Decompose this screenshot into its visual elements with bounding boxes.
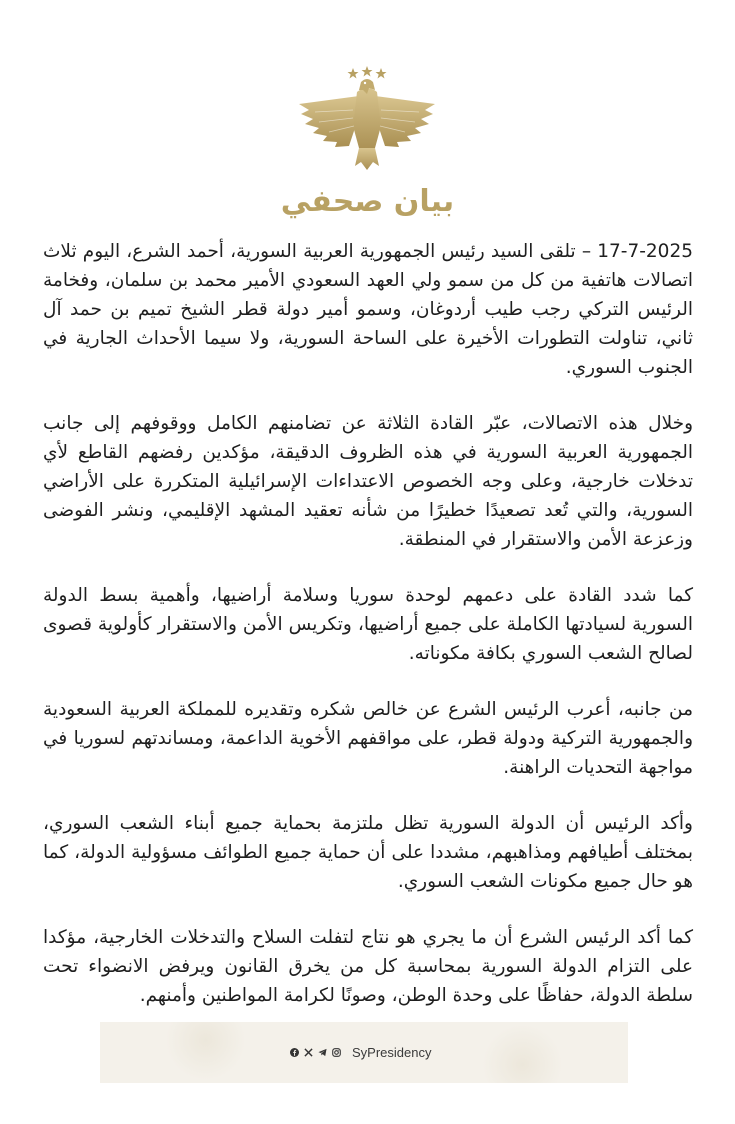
- instagram-icon[interactable]: [332, 1048, 341, 1057]
- social-handle[interactable]: SyPresidency: [352, 1044, 432, 1060]
- statement-body: [43, 237, 693, 1037]
- paragraph: كما شدد القادة على دعمهم لوحدة سوريا وسلامة أراضيها، وأهمية بسط الدولة السورية لسيادتها الكاملة على جميع أراضيها، وتكريس الأمن والاستقرار كأولوية قصوى لصالح الشعب السوري بكافة مكوناته.: [43, 585, 693, 664]
- page-title: بيان صحفي: [280, 184, 455, 219]
- x-icon[interactable]: [304, 1048, 313, 1057]
- facebook-icon[interactable]: [290, 1048, 299, 1057]
- social-links: [290, 1043, 431, 1061]
- paragraph: 17-7-2025 – تلقى السيد رئيس الجمهورية العربية السورية، أحمد الشرع، اليوم ثلاث اتصالات هاتفية من كل من سمو ولي العهد السعودي الأمير محمد بن سلمان، وفخامة الرئيس التركي رجب طيب أردوغان، وسمو أمير دولة قطر الشيخ تميم بن حمد آل ثاني، تناولت التطورات الأخيرة على الساحة السورية، ولا سيما الأحداث الجارية في الجنوب السوري.: [43, 241, 693, 378]
- paragraph: وخلال هذه الاتصالات، عبّر القادة الثلاثة عن تضامنهم الكامل ووقوفهم إلى جانب الجمهورية العربية السورية في هذه الظروف الدقيقة، مؤكدين رفضهم القاطع لأي تدخلات خارجية، وعلى وجه الخصوص الاعتداءات الإسرائيلية المتكررة على الأراضي السورية، والتي تُعد تصعيدًا خطيرًا من شأنه تعقيد المشهد الإقليمي، ونشر الفوضى وزعزعة الأمن والاستقرار في المنطقة.: [43, 413, 693, 550]
- paragraph: كما أكد الرئيس الشرع أن ما يجري هو نتاج لتفلت السلاح والتدخلات الخارجية، مؤكدا على التزام الدولة السورية بمحاسبة كل من يخرق القانون ويرفض الانضواء تحت سلطة الدولة، حفاظًا على وحدة الوطن، وصونًا لكرامة المواطنين وأمنهم.: [43, 927, 693, 1006]
- paragraph: وأكد الرئيس أن الدولة السورية تظل ملتزمة بحماية جميع أبناء الشعب السوري، بمختلف أطيافهم ومذاهبهم، مشددا على أن حماية جميع الطوائف مسؤولية الدولة، كما هو حال جميع مكونات الشعب السوري.: [43, 813, 693, 892]
- footer-banner: [100, 1022, 628, 1083]
- telegram-icon[interactable]: [318, 1048, 327, 1057]
- paragraph: من جانبه، أعرب الرئيس الشرع عن خالص شكره وتقديره للمملكة العربية السعودية والجمهورية التركية ودولة قطر، على مواقفهم الأخوية الداعمة، ومساندتهم لسوريا في مواجهة التحديات الراهنة.: [43, 699, 693, 778]
- eagle-emblem-icon: [297, 66, 437, 170]
